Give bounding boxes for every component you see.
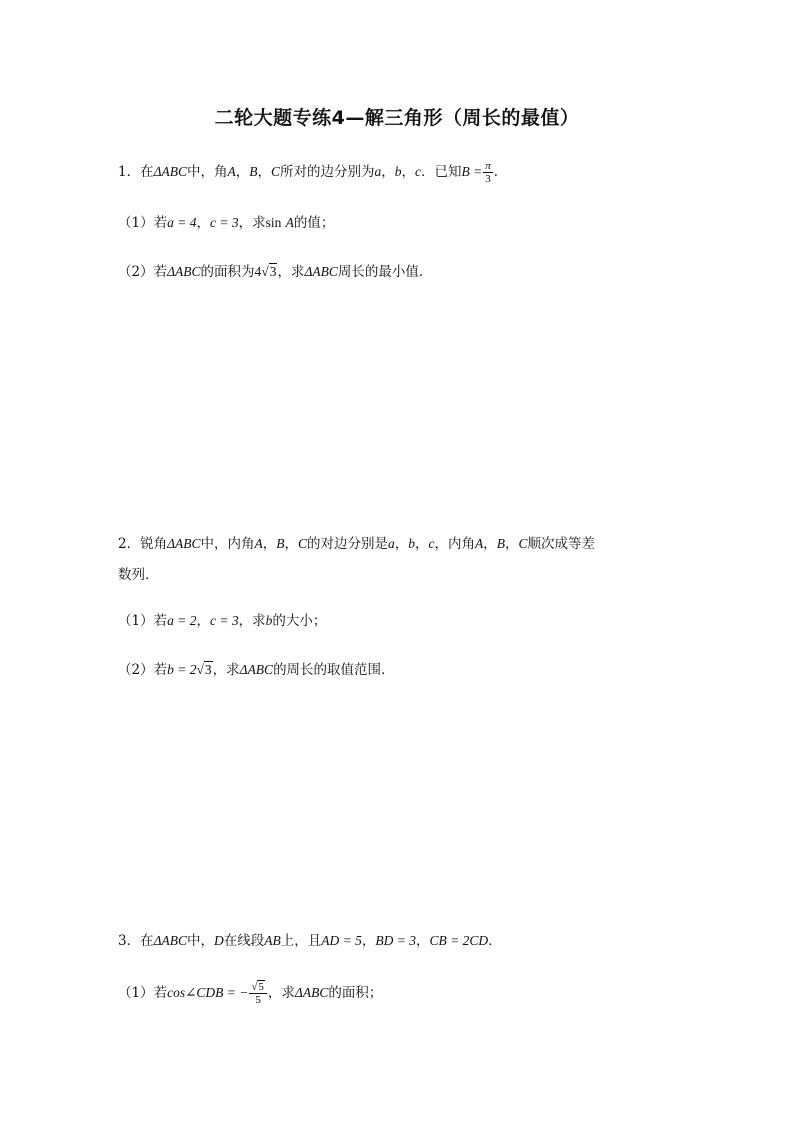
fraction-sqrt5-over-5: $\frac{√5}{5}$ bbox=[249, 981, 267, 1006]
question-2-stem-continued: 数列． bbox=[118, 567, 159, 583]
question-2-stem: 2．锐角ΔABC中，内角A，B，C的对边分别是a，b，c，内角A，B，C顺次成等差 bbox=[118, 536, 596, 552]
question-1-part-1: （1）若a = 4，c = 3，求sin A的值； bbox=[118, 215, 335, 231]
question-1-part-2: （2）若ΔABC的面积为4√3，求ΔABC周长的最小值． bbox=[118, 264, 433, 280]
question-2-part-1: （1）若a = 2，c = 3，求b的大小； bbox=[118, 613, 327, 629]
page-title: 二轮大题专练4—解三角形（周长的最值） bbox=[214, 107, 580, 129]
question-1-stem: 1．在ΔABC中，角A，B，C所对的边分别为a，b，c．已知B = $\frac{\pi}{3}$ ． bbox=[118, 160, 508, 185]
question-3-stem: 3．在ΔABC中，D在线段AB上，且AD = 5，BD = 3，CB = 2CD． bbox=[118, 933, 502, 949]
question-3-part-1: （1）若cos∠CDB = − $\frac{√5}{5}$ ，求ΔABC的面积； bbox=[118, 981, 383, 1006]
fraction-pi-over-3: $\frac{\pi}{3}$ bbox=[485, 160, 491, 185]
question-2-part-2: （2）若b = 2√3，求ΔABC的周长的取值范围． bbox=[118, 662, 395, 678]
